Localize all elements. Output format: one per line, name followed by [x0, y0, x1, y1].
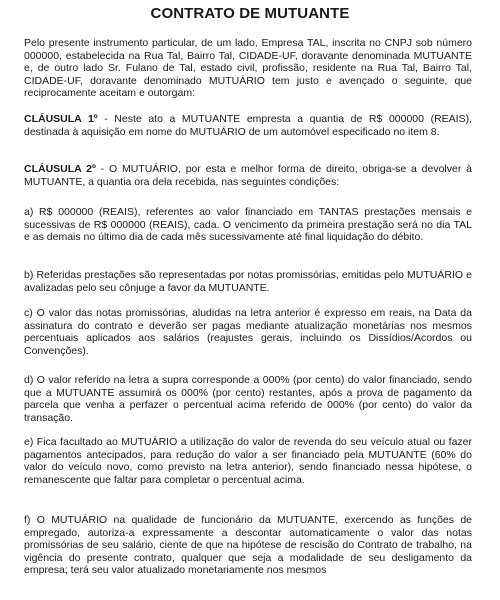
item-a-paragraph: a) R$ 000000 (REAIS), referentes ao valor financiado em TANTAS prestações mensais e sucessivas de R$ 000000 (REAIS), cada. O vencimento da primeira prestação será no dia TAL e as demais no último dia de cada mês sucessivamente até final liquidação do débito. [24, 206, 472, 244]
clause-2-paragraph [24, 163, 472, 188]
item-e-paragraph: e) Fica facultado ao MUTUÁRIO a utilização do valor de revenda do seu veículo atual ou fazer pagamentos antecipados, para redução do valor a ser financiado pela MUTUANTE (60% do valor do veículo novo, como previsto na letra anterior), sendo financiado nessa hipótese, o remanescente que faltar para completar o percentual acima. [24, 436, 472, 486]
clause-2-label: CLÁUSULA 2º [24, 163, 96, 175]
item-b-paragraph: b) Referidas prestações são representadas por notas promissórias, emitidas pelo MUTUÁRIO e avalizadas pelo seu cônjuge a favor da MUTUANTE. [24, 269, 472, 294]
item-c-paragraph: c) O valor das notas promissórias, aludidas na letra anterior é expresso em reais, na Data da assinatura do contrato e deverão ser pagas mediante atualização monetárias nos mesmos percentuais aplicados aos salários (reajustes gerais, incluindo os Dissídios/Acordos ou Convenções). [24, 307, 472, 357]
clause-2-text: - O MUTUÁRIO, por esta e melhor forma de direito, obriga-se a devolver à MUTUANTE, a quantia ora dela recebida, nas seguintes condições: [24, 163, 472, 188]
clause-1-paragraph [24, 113, 472, 138]
item-d-paragraph: d) O valor referido na letra a supra corresponde a 000% (por cento) do valor financiado, sendo que a MUTUANTE assumirá os 000% (por cento) restantes, após a prova de pagamento da parcela que venha a perfazer o percentual acima referido de 000% (por cento) do valor da transação. [24, 374, 472, 424]
intro-paragraph: Pelo presente instrumento particular, de um lado, Empresa TAL, inscrita no CNPJ sob número 000000, estabelecida na Rua Tal, Bairro Tal, CIDADE-UF, doravante denominada MUTUANTE e, de outro lado Sr. Fulano de Tal, estado civil, profissão, residente na Rua Tal, Bairro Tal, CIDADE-UF, doravante denominado MUTUÁRIO tem justo e avençado o seguinte, que reciprocamente aceitam e outorgam: [24, 37, 472, 100]
document-title: CONTRATO DE MUTUANTE [150, 5, 350, 22]
clause-1-text: - Neste ato a MUTUANTE empresta a quantia de R$ 000000 (REAIS), destinada à aquisição em nome do MUTUÁRIO de um automóvel especificado no item 8. [24, 113, 472, 138]
clause-1-label: CLÁUSULA 1º [24, 113, 98, 125]
item-f-paragraph: f) O MUTUÁRIO na qualidade de funcionário da MUTUANTE, exercendo as funções de empregado, autoriza-a expressamente a descontar automaticamente o valor das notas promissórias de seu salário, ciente de que na hipótese de rescisão do Contrato de trabalho, na vigência do presente contrato, qualquer que seja a modalidade de seu desligamento da empresa; terá seu valor atualizado monetariamente nos mesmos [24, 514, 472, 577]
